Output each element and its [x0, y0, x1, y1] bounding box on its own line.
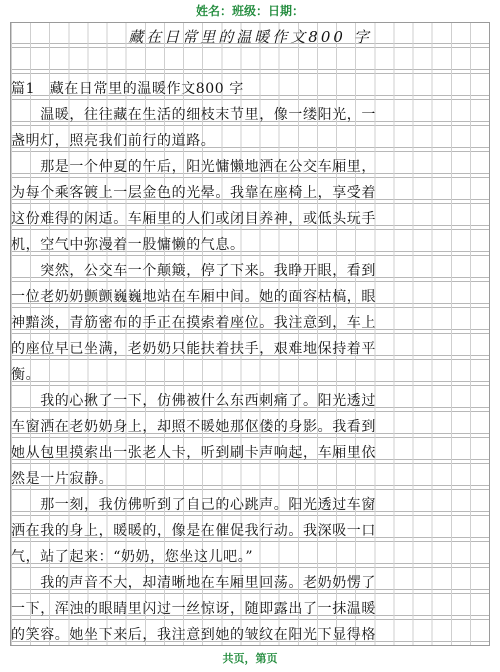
essay-line: 那是一个仲夏的午后，阳光慵懒地洒在公交车厢里，: [11, 159, 376, 175]
essay-line: 我的声音不大，却清晰地在车厢里回荡。老奶奶愣了: [11, 575, 376, 591]
essay-line: 那一刻，我仿佛听到了自己的心跳声。阳光透过车窗: [11, 497, 376, 513]
essay-line: 的笑容。她坐下来后，我注意到她的皱纹在阳光下显得格: [11, 627, 376, 643]
essay-line: 她从包里摸索出一张老人卡，听到刷卡声响起，车厢里依: [11, 445, 376, 461]
essay-line: 机，空气中弥漫着一股慵懒的气息。: [11, 237, 245, 253]
essay-line: 然是一片寂静。: [11, 471, 114, 487]
essay-title: 藏在日常里的温暖作文800 字: [128, 28, 372, 46]
essay-line: 的座位早已坐满，老奶奶只能扶着扶手，艰难地保持着平: [11, 341, 376, 357]
essay-line: 洒在我的身上，暖暖的，像是在催促我行动。我深吸一口: [11, 523, 376, 539]
essay-line: 神黯淡，青筋密布的手正在摸索着座位。我注意到，车上: [11, 315, 376, 331]
essay-line: 一位老奶奶颤颤巍巍地站在车厢中间。她的面容枯槁，眼: [11, 289, 376, 305]
essay-line: 温暖，往往藏在生活的细枝末节里，像一缕阳光，一: [11, 107, 376, 123]
essay-paper: [10, 22, 490, 646]
essay-line: 气，站了起来：“奶奶，您坐这儿吧。”: [11, 549, 254, 565]
essay-line: 这份难得的闲适。车厢里的人们或闭目养神，或低头玩手: [11, 211, 376, 227]
essay-line: 为每个乘客镀上一层金色的光晕。我靠在座椅上，享受着: [11, 185, 376, 201]
essay-line: 车窗洒在老奶奶身上，却照不暖她那伛偻的身影。我看到: [11, 419, 376, 435]
essay-line: 突然，公交车一个颠簸，停了下来。我睁开眼，看到: [11, 263, 376, 279]
essay-line: 我的心揪了一下，仿佛被什么东西刺痛了。阳光透过: [11, 393, 376, 409]
essay-line: 衡。: [11, 367, 41, 383]
page-footer: 共页，第页: [222, 652, 278, 665]
essay-line: 篇1 藏在日常里的温暖作文800 字: [11, 81, 244, 97]
essay-line: 一下，浑浊的眼睛里闪过一丝惊讶，随即露出了一抹温暖: [11, 601, 376, 617]
essay-line: 盏明灯，照亮我们前行的道路。: [11, 133, 216, 149]
header-fields: 姓名：班级：日期：: [195, 4, 304, 18]
